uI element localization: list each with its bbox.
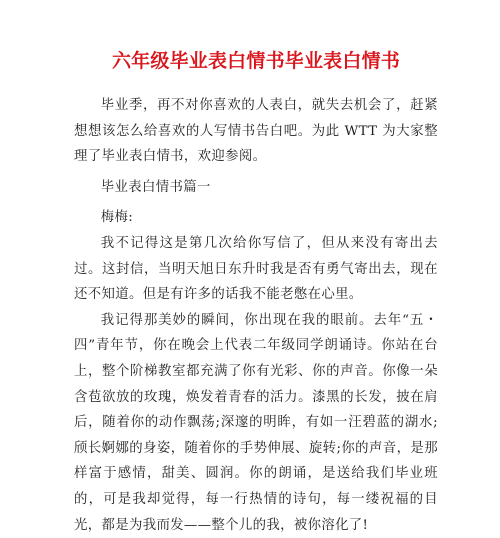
- body-paragraph: 我不记得这是第几次给你写信了，但从来没有寄出去过。这封信，当明天旭日东升时我是否有勇气寄出去，现在还不知道。但是有许多的话我不能老憋在心里。: [74, 235, 438, 303]
- section-heading: 毕业表白情书篇一: [100, 179, 211, 195]
- salutation: 梅梅:: [100, 210, 134, 226]
- document-title: 六年级毕业表白情书毕业表白情书: [111, 50, 400, 72]
- intro-paragraph: 毕业季，再不对你喜欢的人表白，就失去机会了，赶紧想想该怎么给喜欢的人写情书告白吧。为此 WTT 为大家整理了毕业表白情书，欢迎参阅。: [74, 98, 438, 165]
- body-paragraph: 我记得那美妙的瞬间，你出现在我的眼前。去年“五・四”青年节，你在晚会上代表二年级同学朗诵诗。你站在台上，整个阶梯教室都充满了你有光彩、你的声音。你像一朵含苞欲放的玫瑰，焕发着青春的活力。漆黑的长发，披在肩后，随着你的动作飘荡;深邃的明眸，有如一汪碧蓝的湖水;颀长婀娜的身姿，随着你的手势伸展、旋转;你的声音，是那样富于感情，甜美、圆润。你的朗诵，是送给我们毕业班的，可是我却觉得，每一行热情的诗句，每一缕祝福的目光，都是为我而发——整个儿的我，被你溶化了!: [74, 312, 438, 533]
- document-body: [74, 93, 438, 538]
